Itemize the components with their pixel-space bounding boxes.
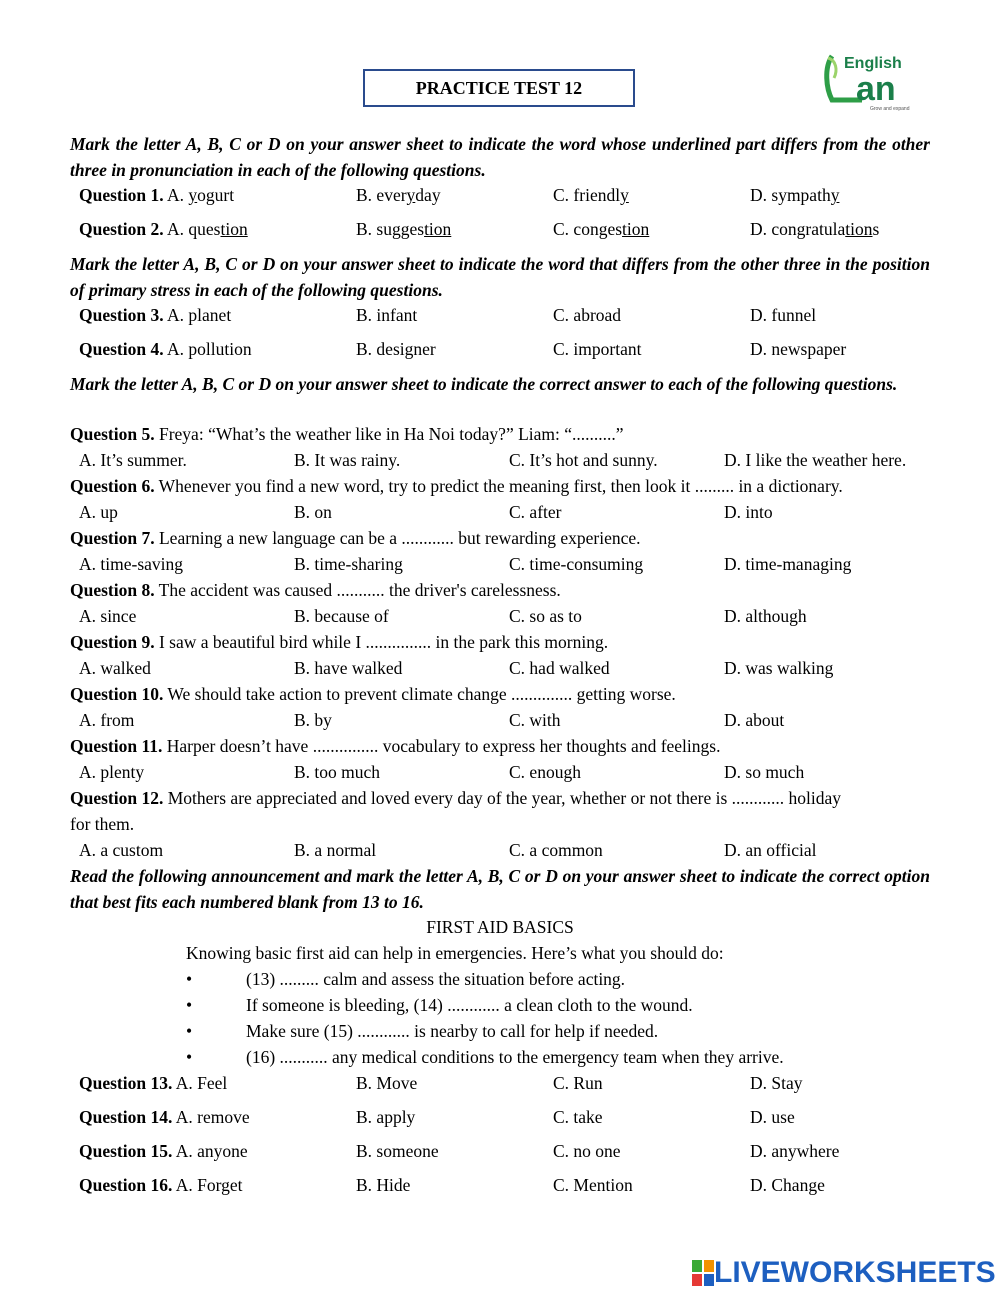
- svg-text:English: English: [844, 55, 902, 72]
- question-row: Question 3. A. planet B. infant C. abroad D. funnel: [79, 305, 817, 325]
- question-stem: Question 12. Mothers are appreciated and loved every day of the year, whether or not there is ............ holiday: [70, 788, 842, 808]
- question-stem-continued: for them.: [70, 814, 135, 834]
- question-stem: Question 11. Harper doesn’t have ............... vocabulary to express her thoughts and feelings.: [70, 736, 721, 756]
- liveworksheets-icon: [692, 1260, 714, 1286]
- instruction-pronunciation: Mark the letter A, B, C or D on your answer sheet to indicate the word whose underlined part differs from the other three in pronunciation in each of the following questions.: [70, 134, 930, 180]
- question-row: Question 15. A. anyone B. someone C. no one D. anywhere: [79, 1141, 840, 1161]
- svg-text:an: an: [856, 70, 896, 108]
- options-row: A. up B. on C. after D. into: [79, 502, 773, 522]
- question-row: Question 4. A. pollution B. designer C. important D. newspaper: [79, 339, 847, 359]
- svg-text:Grow and expand: Grow and expand: [870, 106, 910, 112]
- announcement-intro: Knowing basic first aid can help in emergencies. Here’s what you should do:: [186, 943, 724, 963]
- question-stem: Question 7. Learning a new language can be a ............ but rewarding experience.: [70, 528, 641, 548]
- question-stem: Question 5. Freya: “What’s the weather like in Ha Noi today?” Liam: “..........”: [70, 424, 624, 444]
- question-stem: Question 10. We should take action to prevent climate change .............. getting worse.: [70, 684, 676, 704]
- instruction-announcement: Read the following announcement and mark the letter A, B, C or D on your answer sheet to indicate the correct option that best fits each numbered blank from 13 to 16.: [70, 866, 930, 912]
- instruction-grammar: Mark the letter A, B, C or D on your answer sheet to indicate the correct answer to each of the following questions.: [70, 374, 898, 394]
- options-row: A. a custom B. a normal C. a common D. an official: [79, 840, 817, 860]
- options-row: A. plenty B. too much C. enough D. so much: [79, 762, 805, 782]
- options-row: A. time-saving B. time-sharing C. time-consuming D. time-managing: [79, 554, 852, 574]
- question-row: Question 14. A. remove B. apply C. take D. use: [79, 1107, 795, 1127]
- options-row: A. since B. because of C. so as to D. although: [79, 606, 807, 626]
- question-stem: Question 6. Whenever you find a new word, try to predict the meaning first, then look it ......... in a dictionary.: [70, 476, 843, 496]
- question-row: Question 1. A. yogurt B. everyday C. friendly D. sympathy: [79, 185, 840, 205]
- options-row: A. from B. by C. with D. about: [79, 710, 785, 730]
- instruction-stress: Mark the letter A, B, C or D on your answer sheet to indicate the word that differs from the other three in the position of primary stress in each of the following questions.: [70, 254, 930, 300]
- question-row: Question 13. A. Feel B. Move C. Run D. Stay: [79, 1073, 803, 1093]
- question-row: Question 2. A. question B. suggestion C. congestion D. congratulations: [79, 219, 880, 239]
- options-row: A. walked B. have walked C. had walked D. was walking: [79, 658, 834, 678]
- liveworksheets-logo: LIVEWORKSHEETS: [692, 1256, 996, 1290]
- options-row: A. It’s summer. B. It was rainy. C. It’s hot and sunny. D. I like the weather here.: [79, 450, 907, 470]
- question-row: Question 16. A. Forget B. Hide C. Mention D. Change: [79, 1175, 825, 1195]
- announcement-title: FIRST AID BASICS: [426, 917, 574, 937]
- english-lan-logo: [822, 48, 922, 118]
- question-stem: Question 9. I saw a beautiful bird while I ............... in the park this morning.: [70, 632, 609, 652]
- question-stem: Question 8. The accident was caused ........... the driver's carelessness.: [70, 580, 561, 600]
- page-title: PRACTICE TEST 12: [363, 69, 635, 107]
